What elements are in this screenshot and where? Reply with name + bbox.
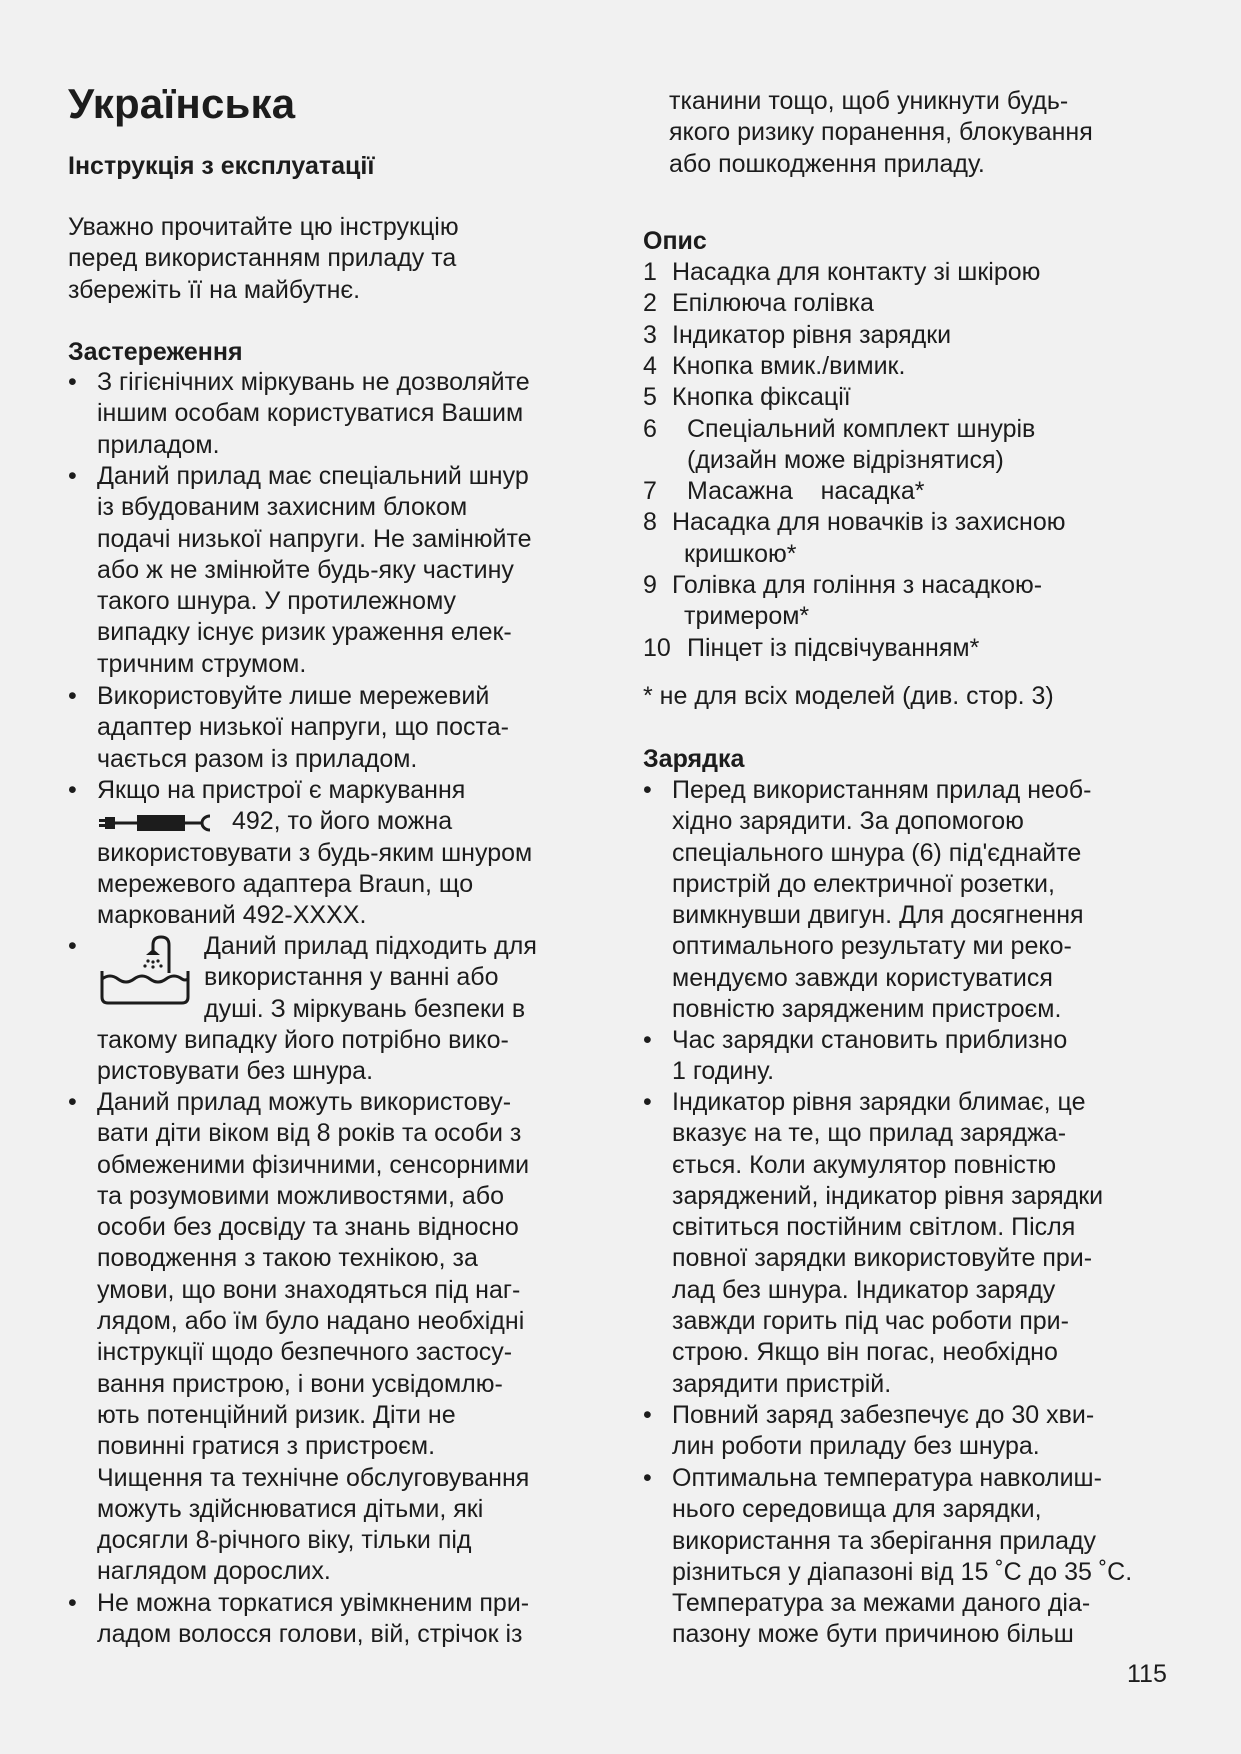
bath-shower-icon — [96, 933, 196, 1008]
warnings-heading: Застереження — [68, 338, 243, 366]
models-note: * не для всіх моделей (див. стор. 3) — [643, 682, 1054, 710]
section-subtitle: Інструкція з експлуатації — [68, 152, 375, 180]
intro-paragraph: Уважно прочитайте цю інструкцію перед використанням приладу та збережіть її на майбутнє. — [68, 213, 459, 304]
page-number: 115 — [1127, 1660, 1167, 1688]
page-title: Українська — [68, 80, 296, 127]
power-cord-marking-icon — [97, 811, 225, 835]
charging-heading: Зарядка — [643, 745, 745, 773]
continuation-paragraph: тканини тощо, щоб уникнути будь- якого ризику поранення, блокування або пошкодження приладу. — [669, 87, 1093, 178]
parts-list: 1 Насадка для контакту зі шкірою 2 Епілююча голівка 3 Індикатор рівня зарядки 4 Кнопка вмик./вимик. 5 Кнопка фіксації 6 Спеціальний комплект шнурів (дизайн може відрізнятися) 7 Масажна насадка* 8 Насадка для новачків із захисною кришкою* 9 Голівка для гоління з насадкою- тримером* 10 Пінцет із підсвічуванням* — [643, 258, 1066, 662]
description-heading: Опис — [643, 227, 707, 255]
